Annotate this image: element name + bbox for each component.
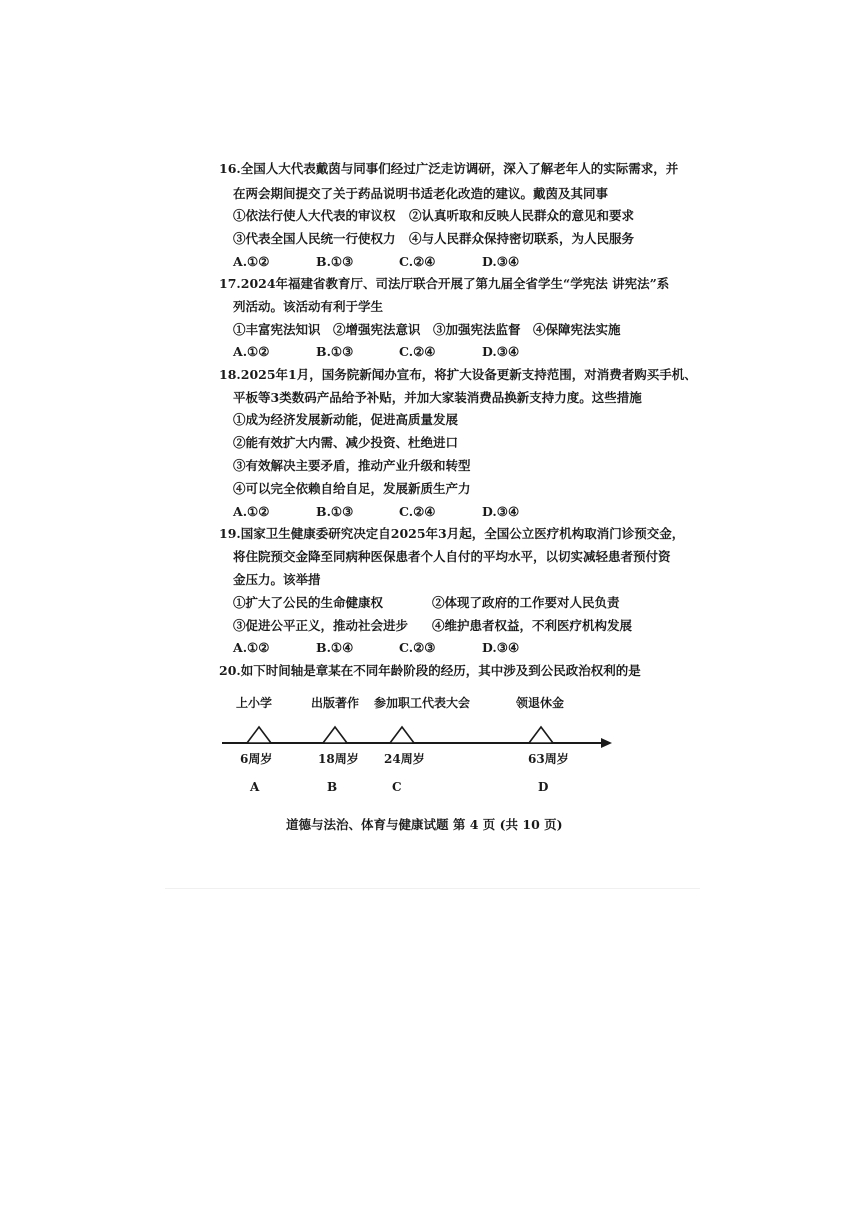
timeline-marker-c: [390, 727, 414, 743]
q18-statement-3: ③有效解决主要矛盾，推动产业升级和转型: [233, 458, 471, 473]
q16-stem-line-1: 16.全国人大代表戴茵与同事们经过广泛走访调研，深入了解老年人的实际需求，并: [219, 161, 679, 176]
q16-statement-4: ④与人民群众保持密切联系，为人民服务: [409, 231, 635, 246]
timeline-event-a: 上小学: [236, 696, 273, 710]
q16-option-b: B.①③: [316, 254, 354, 269]
q16-statement-2: ②认真听取和反映人民群众的意见和要求: [409, 208, 635, 223]
timeline-age-c: 24周岁: [384, 752, 425, 766]
q17-stem-line-1: 17.2024年福建省教育厅、司法厅联合开展了第九届全省学生“学宪法 讲宪法”系: [219, 276, 670, 291]
q17-statement-3: ③加强宪法监督: [433, 322, 521, 337]
q19-option-d: D.③④: [482, 640, 520, 655]
q18-stem-line-2: 平板等3类数码产品给予补贴，并加大家装消费品换新支持力度。这些措施: [233, 390, 642, 405]
q19-stem-line-1: 19.国家卫生健康委研究决定自2025年3月起，全国公立医疗机构取消门诊预交金，: [219, 526, 685, 541]
q16-stem-line-2: 在两会期间提交了关于药品说明书适老化改造的建议。戴茵及其同事: [233, 186, 609, 201]
q18-stem-line-1: 18.2025年1月，国务院新闻办宣布，将扩大设备更新支持范围，对消费者购买手机、: [219, 367, 697, 382]
page-footer: 道德与法治、体育与健康试题 第 4 页 (共 10 页): [286, 817, 563, 832]
q17-option-d: D.③④: [482, 344, 520, 359]
q19-stem-line-2: 将住院预交金降至同病种医保患者个人自付的平均水平，以切实减轻患者预付资: [233, 549, 671, 564]
q19-statement-3: ③促进公平正义，推动社会进步: [233, 618, 409, 633]
q18-option-b: B.①③: [316, 504, 354, 519]
q17-statement-1: ①丰富宪法知识: [233, 322, 321, 337]
q17-option-a: A.①②: [233, 344, 270, 359]
timeline-event-c: 参加职工代表大会: [374, 696, 471, 710]
q16-option-d: D.③④: [482, 254, 520, 269]
q18-option-c: C.②④: [399, 504, 436, 519]
q18-statement-1: ①成为经济发展新动能，促进高质量发展: [233, 412, 459, 427]
q19-statement-1: ①扩大了公民的生命健康权: [233, 595, 384, 610]
timeline-letter-d: D: [538, 780, 549, 794]
timeline-age-a: 6周岁: [240, 752, 273, 766]
timeline-letter-a: A: [250, 780, 260, 794]
q18-option-a: A.①②: [233, 504, 270, 519]
q19-statement-4: ④维护患者权益，不利医疗机构发展: [432, 618, 633, 633]
timeline-age-b: 18周岁: [318, 752, 359, 766]
q19-statement-2: ②体现了政府的工作要对人民负责: [432, 595, 620, 610]
timeline-event-d: 领退休金: [516, 696, 565, 710]
q19-option-a: A.①②: [233, 640, 270, 655]
q16-option-c: C.②④: [399, 254, 436, 269]
q18-statement-2: ②能有效扩大内需、减少投资、杜绝进口: [233, 435, 459, 450]
q17-statement-2: ②增强宪法意识: [333, 322, 421, 337]
timeline-event-b: 出版著作: [311, 696, 360, 710]
q16-statement-3: ③代表全国人民统一行使权力: [233, 231, 396, 246]
q19-option-c: C.②③: [399, 640, 436, 655]
q17-option-b: B.①③: [316, 344, 354, 359]
q17-statement-4: ④保障宪法实施: [533, 322, 621, 337]
q18-statement-4: ④可以完全依赖自给自足，发展新质生产力: [233, 481, 471, 496]
q20-stem: 20.如下时间轴是章某在不同年龄阶段的经历，其中涉及到公民政治权利的是: [219, 663, 641, 678]
q19-option-b: B.①④: [316, 640, 354, 655]
q17-option-c: C.②④: [399, 344, 436, 359]
timeline-letter-b: B: [327, 780, 338, 794]
timeline-marker-b: [323, 727, 347, 743]
q16-statement-1: ①依法行使人大代表的审议权: [233, 208, 396, 223]
q19-stem-line-3: 金压力。该举措: [233, 572, 321, 587]
timeline-arrow-head: [601, 738, 612, 748]
timeline-letter-c: C: [392, 780, 402, 794]
q16-option-a: A.①②: [233, 254, 270, 269]
timeline-marker-a: [247, 727, 271, 743]
page-divider: [165, 888, 700, 889]
timeline-age-d: 63周岁: [528, 752, 569, 766]
timeline-marker-d: [529, 727, 553, 743]
q18-option-d: D.③④: [482, 504, 520, 519]
q17-stem-line-2: 列活动。该活动有利于学生: [233, 299, 384, 314]
